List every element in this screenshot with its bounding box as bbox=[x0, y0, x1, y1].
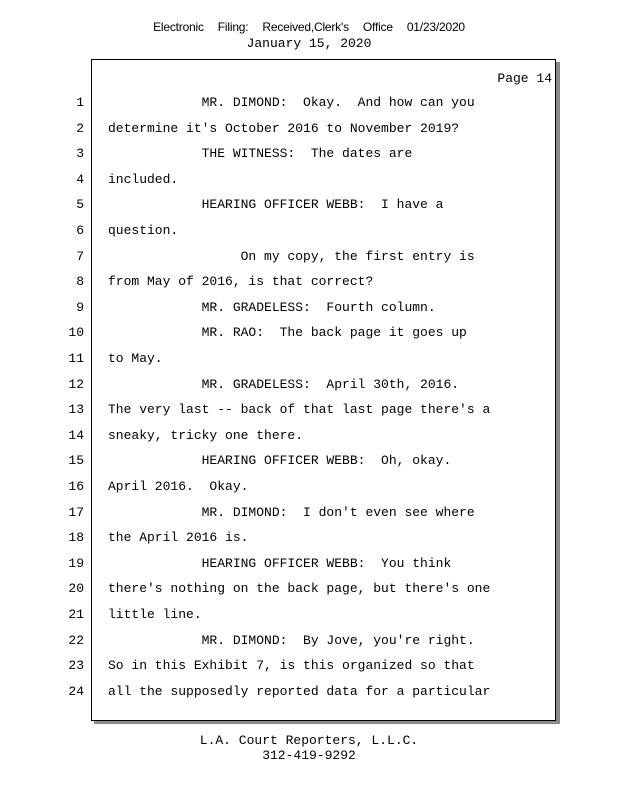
line-text: sneaky, tricky one there. bbox=[108, 427, 304, 443]
transcript-line bbox=[0, 375, 618, 395]
line-number: 23 bbox=[68, 658, 84, 674]
transcript-date: January 15, 2020 bbox=[246, 36, 372, 51]
line-number: 15 bbox=[68, 453, 84, 469]
transcript-line bbox=[0, 579, 618, 599]
line-text: the April 2016 is. bbox=[108, 530, 249, 546]
transcript-line bbox=[0, 323, 618, 343]
line-text: included. bbox=[108, 171, 179, 187]
transcript-line bbox=[0, 272, 618, 292]
filing-stamp bbox=[0, 20, 618, 34]
line-text: MR. RAO: The back page it goes up bbox=[108, 325, 467, 341]
line-number: 5 bbox=[76, 197, 84, 213]
transcript-line bbox=[0, 631, 618, 651]
page-number: Page 14 bbox=[497, 71, 552, 86]
transcript-line bbox=[0, 682, 618, 702]
reporter-company: L.A. Court Reporters, L.L.C. bbox=[199, 733, 419, 748]
line-number: 10 bbox=[68, 325, 84, 341]
line-number: 24 bbox=[68, 683, 84, 699]
line-text: all the supposedly reported data for a particular bbox=[108, 683, 491, 699]
line-text: MR. DIMOND: I don't even see where bbox=[108, 504, 475, 520]
line-number: 11 bbox=[68, 351, 84, 366]
transcript-line bbox=[0, 451, 618, 471]
transcript-line bbox=[0, 247, 618, 267]
transcript-line bbox=[0, 144, 618, 164]
line-text: The very last -- back of that last page there's a bbox=[108, 402, 491, 418]
line-number: 2 bbox=[76, 120, 84, 136]
line-number: 19 bbox=[68, 555, 84, 571]
transcript-line bbox=[0, 221, 618, 241]
transcript-line bbox=[0, 605, 618, 625]
transcript-line bbox=[0, 503, 618, 523]
line-number: 1 bbox=[76, 95, 84, 110]
line-number: 7 bbox=[76, 248, 84, 264]
line-number: 18 bbox=[68, 530, 84, 546]
line-text: MR. GRADELESS: April 30th, 2016. bbox=[108, 376, 460, 392]
transcript-line bbox=[0, 119, 618, 139]
transcript-line bbox=[0, 656, 618, 676]
transcript-line bbox=[0, 400, 618, 420]
line-text: HEARING OFFICER WEBB: I have a bbox=[108, 197, 444, 213]
line-number: 17 bbox=[68, 504, 84, 520]
line-text: THE WITNESS: The dates are bbox=[108, 146, 413, 162]
transcript-line bbox=[0, 554, 618, 574]
line-text: On my copy, the first entry is bbox=[108, 248, 475, 264]
line-text: from May of 2016, is that correct? bbox=[108, 274, 374, 290]
filing-stamp-word: Office bbox=[362, 20, 393, 34]
filing-stamp-date: 01/23/2020 bbox=[406, 20, 465, 34]
line-number: 4 bbox=[76, 171, 84, 187]
line-number: 8 bbox=[76, 274, 84, 290]
line-text: little line. bbox=[108, 607, 202, 622]
line-text: there's nothing on the back page, but there's one bbox=[108, 581, 491, 597]
transcript-line bbox=[0, 528, 618, 548]
line-number: 13 bbox=[68, 402, 84, 418]
transcript-line bbox=[0, 477, 618, 497]
transcript-line bbox=[0, 426, 618, 446]
line-text: question. bbox=[108, 223, 179, 238]
reporter-phone: 312-419-9292 bbox=[262, 748, 356, 763]
line-text: April 2016. Okay. bbox=[108, 479, 249, 494]
transcript-line bbox=[0, 170, 618, 190]
line-number: 9 bbox=[76, 299, 84, 315]
line-number: 3 bbox=[76, 146, 84, 162]
line-number: 14 bbox=[68, 427, 84, 443]
filing-stamp-word: Filing: bbox=[217, 20, 249, 34]
line-text: MR. GRADELESS: Fourth column. bbox=[108, 299, 436, 315]
transcript-line bbox=[0, 93, 618, 113]
line-text: HEARING OFFICER WEBB: You think bbox=[108, 555, 452, 571]
line-number: 12 bbox=[68, 376, 84, 392]
line-text: MR. DIMOND: Okay. And how can you bbox=[108, 95, 475, 110]
line-number: 21 bbox=[68, 607, 84, 622]
line-text: MR. DIMOND: By Jove, you're right. bbox=[108, 632, 475, 648]
transcript-line bbox=[0, 195, 618, 215]
line-text: HEARING OFFICER WEBB: Oh, okay. bbox=[108, 453, 452, 469]
line-number: 22 bbox=[68, 632, 84, 648]
line-number: 6 bbox=[76, 223, 84, 238]
line-text: determine it's October 2016 to November 2019? bbox=[108, 120, 460, 136]
line-text: So in this Exhibit 7, is this organized so that bbox=[108, 658, 475, 674]
line-number: 16 bbox=[68, 479, 84, 494]
transcript-line bbox=[0, 349, 618, 369]
filing-stamp-word: Received,Clerk's bbox=[262, 20, 349, 34]
transcript-line bbox=[0, 298, 618, 318]
line-text: to May. bbox=[108, 351, 163, 366]
line-number: 20 bbox=[68, 581, 84, 597]
filing-stamp-word: Electronic bbox=[153, 20, 204, 34]
